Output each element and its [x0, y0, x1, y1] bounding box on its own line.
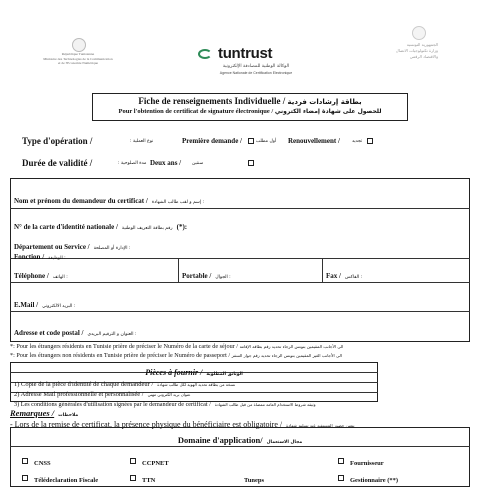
- renewal-label-ar: تجديد: [352, 139, 363, 144]
- fournisseur-checkbox[interactable]: [338, 458, 344, 464]
- option-label: CNSS: [34, 460, 51, 467]
- domain-option-ccpnet[interactable]: [130, 452, 169, 470]
- first-request-checkbox[interactable]: [248, 138, 254, 144]
- left-org-block: [28, 52, 128, 66]
- pieces-title-fr: Pièces à fournir /: [145, 368, 203, 377]
- left-org-line: Ministère des Technologies de la Communication: [43, 56, 113, 61]
- function-label: Fonction /: [14, 253, 45, 261]
- renewal-checkbox[interactable]: [367, 138, 373, 144]
- domain-option-gestionnaire[interactable]: [338, 469, 398, 487]
- right-org-line: الجمهورية التونسية: [406, 42, 438, 47]
- right-org-line: وزارة تكنولوجيات الاتصال: [395, 48, 438, 53]
- domain-option-teledeclaration[interactable]: [22, 469, 98, 487]
- address-label-ar: العنوان و الترقيم البريدي :: [87, 332, 137, 337]
- mobile-field[interactable]: [182, 265, 231, 283]
- gestionnaire-checkbox[interactable]: [338, 475, 344, 481]
- fax-label-ar: الفاكس :: [344, 275, 363, 280]
- option-label: Fournisseur: [350, 460, 384, 467]
- domain-title: [10, 430, 470, 448]
- domain-option-tuneps[interactable]: [244, 469, 264, 487]
- brand-sub-ar: الوكالة الوطنية للمصادقة الإلكترونية: [222, 64, 290, 69]
- dept-label: Département ou Service /: [14, 243, 90, 251]
- function-field[interactable]: [14, 246, 66, 264]
- cnss-checkbox[interactable]: [22, 458, 28, 464]
- tunisia-emblem-icon: [412, 26, 426, 40]
- fax-field[interactable]: [326, 265, 362, 283]
- first-request-label: Première demande /: [182, 137, 243, 145]
- tuntrust-swoosh-icon: [198, 49, 212, 59]
- divider: [10, 208, 470, 209]
- title-line2: [92, 108, 408, 115]
- id-star: (*):: [176, 223, 188, 231]
- title-line2-ar: للحصول على شهادة إمضاء الكتروني: [274, 108, 382, 115]
- id-label: N° de la carte d'identité nationale /: [14, 223, 118, 231]
- piece-item-ar: نسخة من بطاقة تحديد الهوية لكل طالب شهادة: [157, 382, 236, 387]
- domain-option-cnss[interactable]: [22, 452, 51, 470]
- validity-value-ar: سنتين: [192, 161, 204, 166]
- piece-item-fr: 1) Copie de la pièce d'identité de chaque demandeur /: [14, 381, 154, 388]
- remarks-text-ar: يتعين حضور المستفيد عند تسليم شهادة: [286, 423, 355, 428]
- email-label-ar: البريد الالكتروني :: [42, 304, 76, 309]
- function-label-ar: الوظيفة :: [48, 256, 66, 261]
- title-line1-fr: Fiche de renseignements Individuelle /: [138, 96, 286, 106]
- note-nonresident-fr: *: Pour les étrangers non résidents en Tunisie prière de préciser le Numéro de passeport /: [10, 352, 231, 359]
- dept-label-ar: الإدارة أو المصلحة :: [93, 246, 131, 251]
- note-nonresident-ar: الى الأجانب الغير المقيمين بتونس الرجاء تحديد رقم جواز السفر: [231, 353, 342, 358]
- id-field[interactable]: [14, 216, 187, 234]
- note-resident: [10, 343, 470, 350]
- domain-title-ar: مجال الاستعمال: [266, 440, 303, 445]
- name-label-ar: إسم و لقب طالب الشهادة :: [151, 200, 204, 205]
- phone-label: Téléphone /: [14, 272, 49, 280]
- address-label: Adresse et code postal /: [14, 329, 84, 337]
- piece-item-ar: وثيقة شروط الاستخدام العامة ممضاة من قبل طالب الشهادة: [214, 402, 316, 407]
- option-label: CCPNET: [142, 460, 169, 467]
- note-resident-fr: *: Pour les étrangers résidents en Tunisie prière de préciser le Numéro de la carte de séjour /: [10, 343, 239, 350]
- title-line1-ar: بطاقة إرشادات فردية: [287, 98, 362, 106]
- piece-item-fr: 2) Adresse Mail professionnelle et personnalisée /: [14, 391, 144, 398]
- remarks-text-fr: - Lors de la remise de certificat, la présence physique du bénéficiaire est obligatoire /: [10, 420, 283, 429]
- option-label: TTN: [142, 477, 156, 484]
- pieces-title-ar: الوثائق المطلوبة: [206, 372, 243, 377]
- domain-option-fournisseur[interactable]: [338, 452, 384, 470]
- domain-title-fr: Domaine d'application/: [177, 435, 263, 445]
- left-org-line: République Tunisienne: [61, 52, 95, 56]
- option-label: Télédeclaration Fiscale: [34, 477, 99, 484]
- name-label: Nom et prénom du demandeur du certificat /: [14, 197, 148, 205]
- address-field[interactable]: [14, 322, 137, 340]
- operation-label-ar: نوع العملية :: [130, 139, 154, 144]
- left-org-line: et de l'Economie Numérique: [58, 61, 98, 65]
- validity-label-ar: مدة الصلوحية :: [118, 161, 147, 166]
- validity-label: Durée de validité /: [22, 158, 93, 168]
- mobile-label-ar: الجوال :: [215, 275, 231, 280]
- renewal-label: Renouvellement /: [288, 137, 340, 145]
- validity-value: Deux ans /: [150, 159, 182, 167]
- name-field[interactable]: [14, 190, 204, 208]
- ttn-checkbox[interactable]: [130, 475, 136, 481]
- divider: [322, 258, 323, 282]
- email-label: E.Mail /: [14, 301, 39, 309]
- id-label-ar: رقم بطاقة التعريف الوطنية: [121, 226, 173, 231]
- first-request-label-ar: أول مطلب: [256, 139, 277, 144]
- domain-option-ttn[interactable]: [130, 469, 155, 487]
- phone-field[interactable]: [14, 265, 68, 283]
- brand-sub-fr: Agence Nationale de Certification Electronique: [219, 71, 293, 75]
- remarks-title-fr: Remarques /: [10, 408, 55, 418]
- email-field[interactable]: [14, 294, 75, 312]
- remarks-title-ar: ملاحظات: [58, 413, 79, 418]
- option-label: Tuneps: [244, 477, 264, 484]
- divider: [10, 311, 470, 312]
- piece-item-ar: عنوان بريد الكتروني مهني: [147, 392, 191, 397]
- operation-label: Type d'opération /: [22, 136, 93, 146]
- divider: [10, 258, 470, 259]
- teledeclaration-checkbox[interactable]: [22, 475, 28, 481]
- title-line1: [92, 96, 408, 106]
- phone-label-ar: الهاتف :: [52, 275, 68, 280]
- option-label: Gestionnaire (**): [350, 477, 399, 484]
- tunisia-emblem-icon: [72, 38, 86, 52]
- piece-item-fr: 3) Les conditions générales d'utilisation signées par le demandeur de certificat /: [14, 401, 211, 408]
- note-resident-ar: الى الأجانب المقيمين بتونس الرجاء تحديد رقم بطاقة الإقامة: [239, 344, 344, 349]
- brand-name: tuntrust: [218, 45, 273, 62]
- note-nonresident: [10, 352, 470, 359]
- operation-row: [22, 136, 462, 148]
- fax-label: Fax /: [326, 272, 341, 280]
- mobile-label: Portable /: [182, 272, 212, 280]
- title-line2-fr: Pour l'obtention de certificat de signature électronique /: [118, 108, 274, 115]
- validity-row: [22, 158, 462, 170]
- ccpnet-checkbox[interactable]: [130, 458, 136, 464]
- divider: [178, 258, 179, 282]
- validity-checkbox[interactable]: [248, 160, 254, 166]
- right-org-line: والاقتصاد الرقمي: [409, 54, 438, 59]
- divider: [10, 282, 470, 283]
